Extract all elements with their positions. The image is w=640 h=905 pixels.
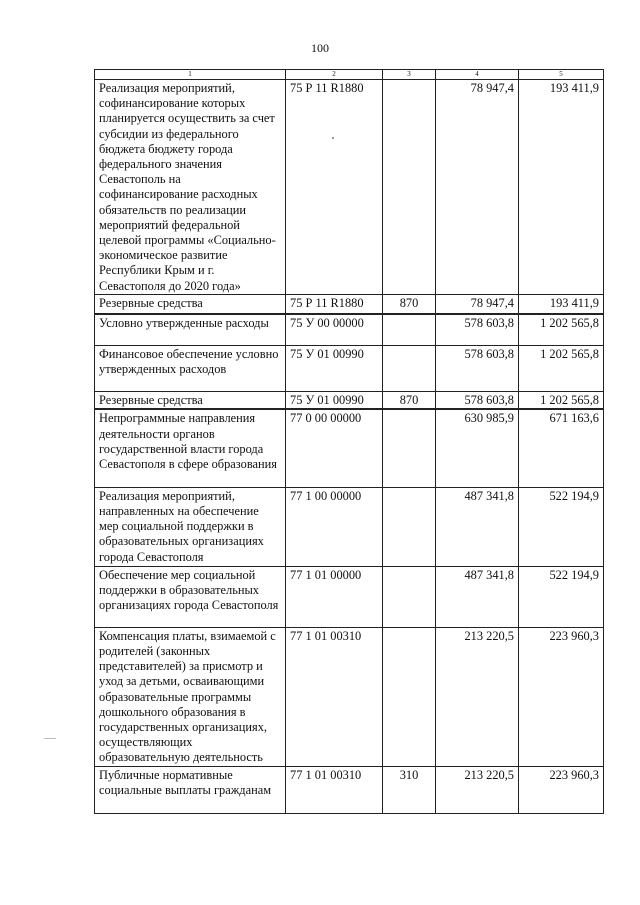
table-row — [95, 294, 604, 314]
row-type — [383, 409, 436, 487]
row-type — [383, 80, 436, 295]
row-name: Финансовое обеспечение условно утвержденных расходов — [95, 345, 286, 391]
header-col-3: 3 — [383, 70, 436, 80]
header-col-1: 1 — [95, 70, 286, 80]
row-name: Непрограммные направления деятельности органов государственной власти города Севастополя в сфере образования — [95, 409, 286, 487]
table-row — [95, 80, 604, 295]
row-name: Обеспечение мер социальной поддержки в образовательных организациях города Севастополя — [95, 566, 286, 627]
table-row — [95, 766, 604, 813]
row-type: 870 — [383, 391, 436, 409]
row-name: Резервные средства — [95, 294, 286, 314]
budget-table — [94, 69, 604, 814]
header-col-5: 5 — [519, 70, 604, 80]
row-code: 77 1 01 00310 — [286, 766, 383, 813]
row-value-col5: 223 960,3 — [519, 766, 604, 813]
row-value-col5: 193 411,9 — [519, 80, 604, 295]
row-value-col4: 578 603,8 — [436, 314, 519, 345]
table-row — [95, 566, 604, 627]
table-row — [95, 391, 604, 409]
row-code: 75 У 01 00990 — [286, 345, 383, 391]
row-code: 75 У 01 00990 — [286, 391, 383, 409]
row-name: Реализация мероприятий, направленных на обеспечение мер социальной поддержки в образовательных организациях города Севастополя — [95, 487, 286, 566]
row-name: Публичные нормативные социальные выплаты гражданам — [95, 766, 286, 813]
row-value-col5: 522 194,9 — [519, 566, 604, 627]
row-value-col5: 1 202 565,8 — [519, 314, 604, 345]
row-value-col4: 487 341,8 — [436, 566, 519, 627]
row-value-col4: 487 341,8 — [436, 487, 519, 566]
row-value-col5: 1 202 565,8 — [519, 391, 604, 409]
row-value-col4: 78 947,4 — [436, 294, 519, 314]
row-name: Резервные средства — [95, 391, 286, 409]
row-type — [383, 314, 436, 345]
row-value-col4: 78 947,4 — [436, 80, 519, 295]
row-value-col5: 1 202 565,8 — [519, 345, 604, 391]
margin-mark — [44, 738, 56, 739]
row-code: 75 У 00 00000 — [286, 314, 383, 345]
header-row — [95, 70, 604, 80]
row-type — [383, 627, 436, 766]
row-value-col5: 223 960,3 — [519, 627, 604, 766]
row-value-col5: 193 411,9 — [519, 294, 604, 314]
row-code: 77 1 01 00310 — [286, 627, 383, 766]
table-row — [95, 409, 604, 487]
row-type — [383, 345, 436, 391]
row-name: Условно утвержденные расходы — [95, 314, 286, 345]
row-name: Компенсация платы, взимаемой с родителей (законных представителей) за присмотр и уход за детьми, осваивающими образовательные программы дошкольного образования в государственных организациях, осуществляющих образовательную деятельность — [95, 627, 286, 766]
page-number: 100 — [311, 41, 329, 55]
row-value-col5: 671 163,6 — [519, 409, 604, 487]
row-value-col4: 578 603,8 — [436, 391, 519, 409]
table-row — [95, 345, 604, 391]
row-name: Реализация мероприятий, софинансирование которых планируется осуществить за счет субсидии из федерального бюджета бюджету города федерального значения Севастополь на софинансирование расходных обязательств по реализации мероприятий федеральной целевой программы «Социально-экономическое развитие Республики Крым и г. Севастополя до 2020 года» — [95, 80, 286, 295]
table-row — [95, 627, 604, 766]
table-row — [95, 487, 604, 566]
row-value-col4: 213 220,5 — [436, 627, 519, 766]
row-type — [383, 487, 436, 566]
row-value-col4: 578 603,8 — [436, 345, 519, 391]
row-value-col4: 213 220,5 — [436, 766, 519, 813]
row-value-col4: 630 985,9 — [436, 409, 519, 487]
row-code: 77 1 01 00000 — [286, 566, 383, 627]
row-value-col5: 522 194,9 — [519, 487, 604, 566]
row-type: 870 — [383, 294, 436, 314]
row-code: 77 1 00 00000 — [286, 487, 383, 566]
row-code: 75 Р 11 R1880 — [286, 80, 383, 295]
row-type: 310 — [383, 766, 436, 813]
row-type — [383, 566, 436, 627]
row-code: 77 0 00 00000 — [286, 409, 383, 487]
row-code: 75 Р 11 R1880 — [286, 294, 383, 314]
header-col-2: 2 — [286, 70, 383, 80]
header-col-4: 4 — [436, 70, 519, 80]
table-row — [95, 314, 604, 345]
